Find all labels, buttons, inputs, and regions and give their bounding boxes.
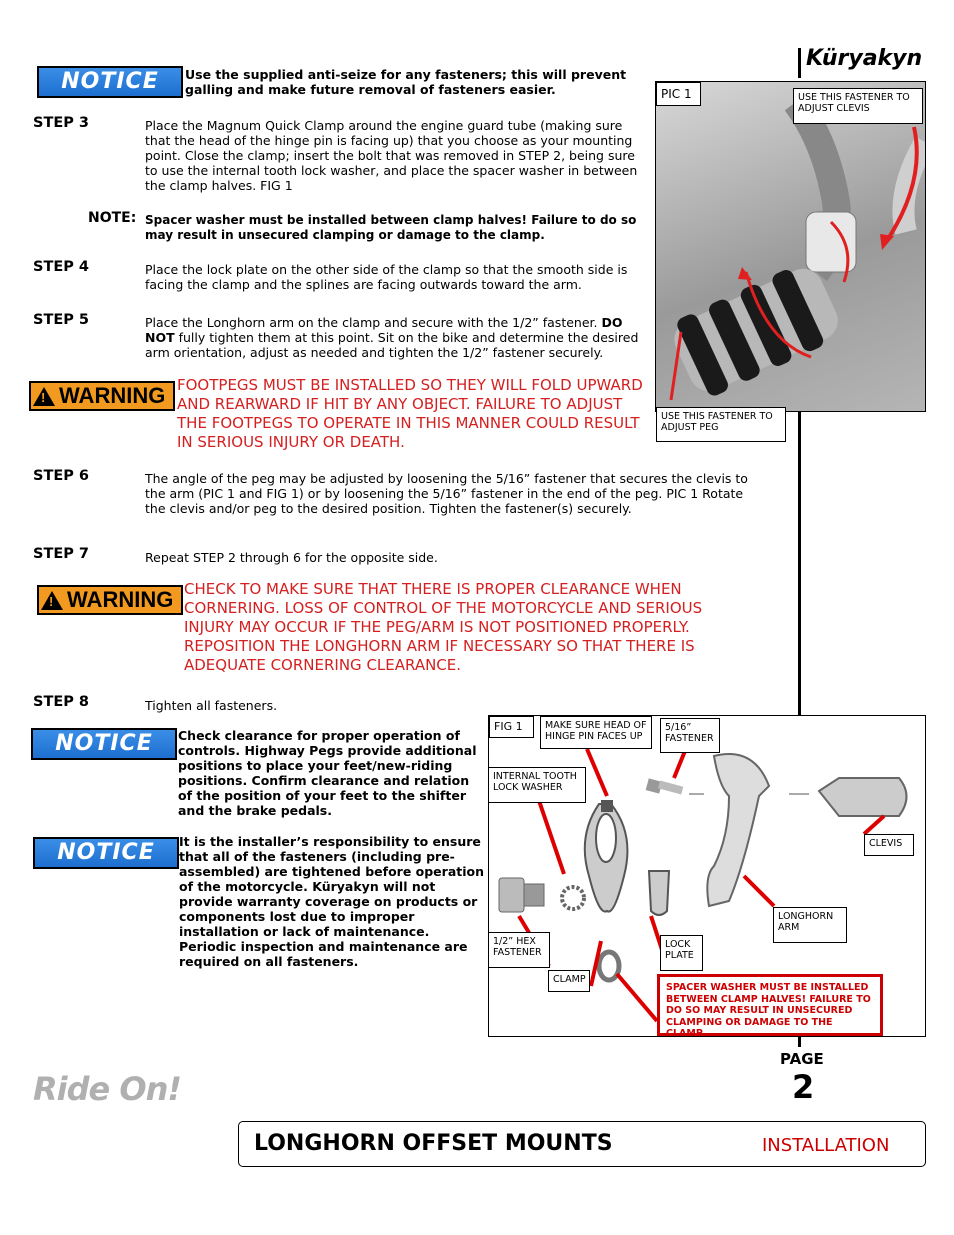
brand-logo: Küryakyn [806,46,923,71]
fig1-clamp-callout: CLAMP [548,970,590,992]
pic1-illustration [656,82,925,411]
page-label: PAGE [780,1050,824,1068]
hex-bolt-icon [499,878,544,912]
step-6-label: STEP 6 [33,468,90,484]
fig1-hex-fastener-callout: 1/2” HEX FASTENER [488,932,550,968]
tagline: Ride On! [33,1070,181,1108]
warning-2-text: CHECK TO MAKE SURE THAT THERE IS PROPER CLEARANCE WHEN CORNERING. LOSS OF CONTROL OF THE MOTORCYCLE AND SERIOUS INJURY MAY OCCUR IF THE PEG/ARM IS NOT POSITIONED PROPERLY. REPOSITION THE LONGHORN ARM IF NECESSARY SO THAT THERE IS ADEQUATE CORNERING CLEARANCE. [184,580,703,674]
step-8-text: Tighten all fasteners. [145,698,278,713]
step-4-text: Place the lock plate on the other side of the clamp so that the smooth side is facing the clamp and the splines are facing outwards toward the arm. [145,262,628,292]
fig1-longhorn-arm-callout: LONGHORN ARM [773,907,847,943]
fig1-lock-washer-callout: INTERNAL TOOTH LOCK WASHER [488,767,586,803]
step-5-text-c: fully tighten them at this point. Sit on the bike and determine the desired arm orientation, adjust as needed and tighten the 1/2” fastener securely. [145,330,639,360]
pic1-clevis-callout: USE THIS FASTENER TO ADJUST CLEVIS [793,88,923,124]
pic1-peg-callout: USE THIS FASTENER TO ADJUST PEG [656,407,786,442]
fig1-hinge-callout: MAKE SURE HEAD OF HINGE PIN FACES UP [540,716,652,749]
vertical-divider [798,410,801,715]
notice-text: Use the supplied anti-seize for any fasteners; this will prevent galling and make future removal of fasteners easier. [185,67,627,97]
warning-label-2: WARNING [67,587,174,612]
step-7-label: STEP 7 [33,546,90,562]
title-bar [238,1121,926,1167]
step-6-text: The angle of the peg may be adjusted by loosening the 5/16” fastener that secures the clevis to the arm (PIC 1 and FIG 1) or by loosening the 5/16” fastener in the end of the peg. PIC 1 Rotate the clevis and/or peg to the desired position. Tighten the fastener(s) securely. [145,471,748,516]
warning-triangle-icon: ! [41,591,63,610]
brand-rule [798,48,801,78]
fig1-label: FIG 1 [489,716,534,738]
step-8-label: STEP 8 [33,694,90,710]
notice-badge-3: NOTICE [33,837,179,869]
step-5-text-a: Place the Longhorn arm on the clamp and secure with the 1/2” fastener. [145,315,602,330]
step-5-label: STEP 5 [33,312,90,328]
warning-label: WARNING [59,383,166,408]
pic1-photo [655,81,926,412]
product-title: LONGHORN OFFSET MOUNTS [254,1131,613,1156]
note-label: NOTE: [88,210,137,226]
step-4-label: STEP 4 [33,259,90,275]
warning-badge-2 [37,585,183,615]
notice-badge-2: NOTICE [31,728,177,760]
fig1-spacer-warning: SPACER WASHER MUST BE INSTALLED BETWEEN CLAMP HALVES! FAILURE TO DO SO MAY RESULT IN UNSECURED CLAMPING OR DAMAGE TO THE CLAMP. [657,974,883,1036]
step-5-emphasis: DO NOT [145,315,623,345]
warning-badge [29,381,175,411]
note-text: Spacer washer must be installed between clamp halves! Failure to do so may result in unsecured clamping or damage to the clamp. [145,213,637,242]
fig1-clevis-callout: CLEVIS [864,834,914,856]
fig1-516-fastener-callout: 5/16” FASTENER [660,718,720,753]
step-3-label: STEP 3 [33,115,90,131]
warning-1-text: FOOTPEGS MUST BE INSTALLED SO THEY WILL FOLD UPWARD AND REARWARD IF HIT BY ANY OBJECT. FAILURE TO ADJUST THE FOOTPEGS TO OPERATE IN THIS MANNER COULD RESULT IN SERIOUS INJURY OR DEATH. [177,376,643,451]
fig1-lock-plate-callout: LOCK PLATE [660,935,703,971]
notice-3-text: It is the installer’s responsibility to ensure that all of the fasteners (including pre-assembled) are tightened before operation of the motorcycle. Küryakyn will not provide warranty coverage on products or components lost due to improper installation or lack of maintenance. Periodic inspection and maintenance are required on all fasteners. [179,834,485,969]
page-number: 2 [792,1068,815,1106]
notice-2-text: Check clearance for proper operation of controls. Highway Pegs provide additional positions to place your feet/new-riding positions. Confirm clearance and relation of the position of your feet to the shifter and the brake pedals. [178,728,477,818]
step-7-text: Repeat STEP 2 through 6 for the opposite side. [145,550,438,565]
pic1-label: PIC 1 [656,82,701,106]
warning-triangle-icon: ! [33,387,55,406]
step-3-text: Place the Magnum Quick Clamp around the engine guard tube (making sure that the head of the hinge pin is facing up) that you choose as your mounting point. Close the clamp; insert the bolt that was removed in STEP 2, being sure to use the internal tooth lock washer, and place the spacer washer in between the clamp halves. FIG 1 [145,118,638,193]
step-5-text [145,315,645,360]
doc-type: INSTALLATION [762,1135,890,1156]
notice-badge: NOTICE [37,66,183,98]
